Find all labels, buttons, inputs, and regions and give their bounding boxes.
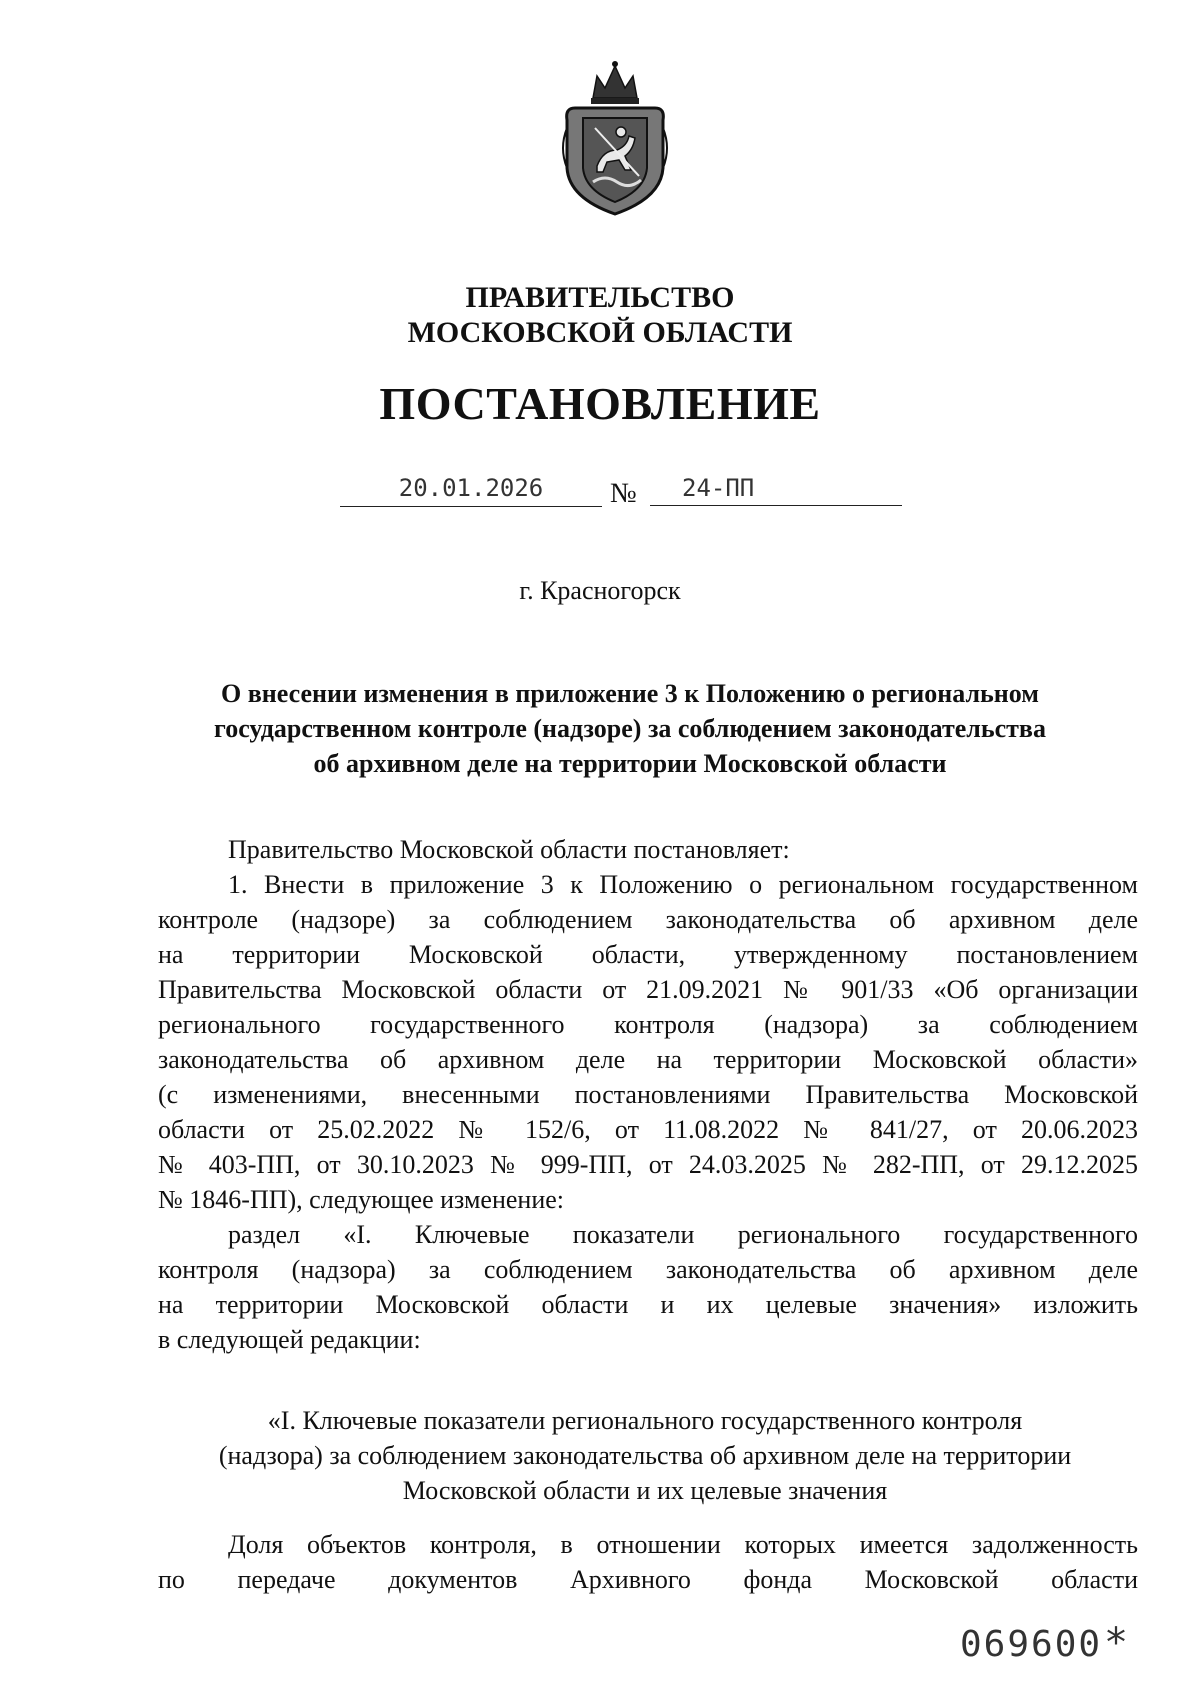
body-line: раздел «I. Ключевые показатели регионального государственного <box>228 1220 1138 1249</box>
subject-line: об архивном деле на территории Московской области <box>313 749 947 778</box>
body-line: контроля (надзора) за соблюдением законодательства об архивном деле <box>158 1255 1138 1284</box>
subject-line: О внесении изменения в приложение 3 к Положению о региональном <box>221 679 1039 708</box>
serial-number <box>960 1620 1128 1666</box>
body-line: № 403-ПП, от 30.10.2023 № 999-ПП, от 24.03.2025 № 282-ПП, от 29.12.2025 <box>158 1150 1138 1179</box>
document-subject <box>160 676 1100 781</box>
body-line: в следующей редакции: <box>158 1325 421 1354</box>
body-line: 1. Внести в приложение 3 к Положению о региональном государственном <box>228 870 1138 899</box>
section-heading-line: (надзора) за соблюдением законодательства об архивном деле на территории <box>218 1441 1072 1470</box>
section-heading-line: «I. Ключевые показатели регионального государственного контроля <box>267 1406 1023 1435</box>
section-heading <box>150 1403 1140 1508</box>
asterisk-mark: * <box>1106 1620 1129 1666</box>
body-line: на территории Московской области и их целевые значения» изложить <box>158 1290 1138 1319</box>
body-line: № 1846-ПП), следующее изменение: <box>158 1185 564 1214</box>
coat-of-arms-emblem <box>555 58 675 218</box>
body-line: Доля объектов контроля, в отношении которых имеется задолженность <box>228 1530 1138 1559</box>
subject-line: государственном контроле (надзоре) за соблюдением законодательства <box>214 714 1046 743</box>
city-name: г. Красногорск <box>519 576 681 605</box>
body-line: на территории Московской области, утвержденному постановлением <box>158 940 1138 969</box>
body-line: области от 25.02.2022 № 152/6, от 11.08.2022 № 841/27, от 20.06.2023 <box>158 1115 1138 1144</box>
body-line: по передаче документов Архивного фонда Московской области <box>158 1565 1138 1594</box>
body-line: Правительство Московской области постановляет: <box>228 835 790 864</box>
document-type-title: ПОСТАНОВЛЕНИЕ <box>379 378 821 429</box>
body-line: регионального государственного контроля (надзора) за соблюдением <box>158 1010 1138 1039</box>
serial-digits: 069600 <box>960 1624 1103 1665</box>
body-line: Правительства Московской области от 21.09.2021 № 901/33 «Об организации <box>158 975 1138 1004</box>
document-date: 20.01.2026 <box>340 470 602 507</box>
document-body-continued <box>158 1527 1138 1597</box>
body-line: законодательства об архивном деле на территории Московской области» <box>158 1045 1138 1074</box>
number-sign: № <box>610 478 637 509</box>
body-line: контроле (надзоре) за соблюдением законодательства об архивном деле <box>158 905 1138 934</box>
document-body <box>158 832 1138 1357</box>
document-number: 24-ПП <box>650 470 902 506</box>
body-line: (с изменениями, внесенными постановлениями Правительства Московской <box>158 1080 1138 1109</box>
government-title-line2: МОСКОВСКОЙ ОБЛАСТИ <box>407 316 793 349</box>
section-heading-line: Московской области и их целевые значения <box>402 1476 888 1505</box>
government-title-line1: ПРАВИТЕЛЬСТВО <box>465 281 735 314</box>
